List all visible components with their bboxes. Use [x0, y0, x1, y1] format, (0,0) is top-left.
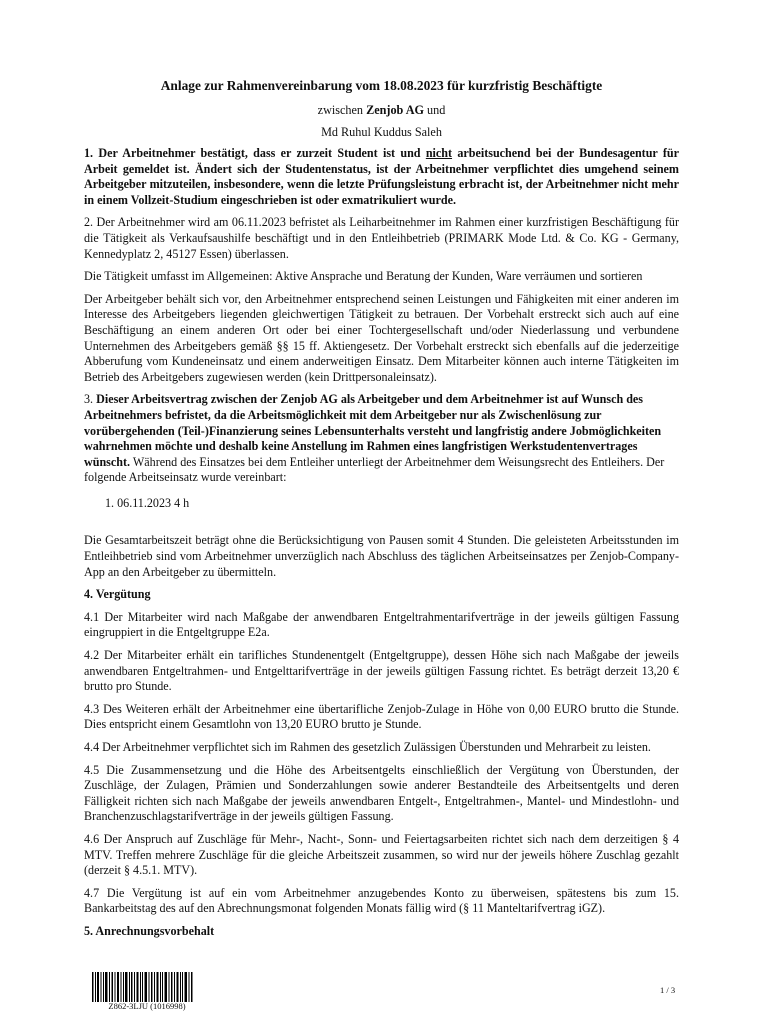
section-4-7: 4.7 Die Vergütung ist auf ein vom Arbeitnehmer anzugebendes Konto zu überweisen, spätestens bis zum 15. Bankarbeitstag des auf den Abrechnungsmonat folgenden Monats fällig wird (§ 11 Manteltarifvertrag iGZ). [84, 885, 679, 916]
section-4-2: 4.2 Der Mitarbeiter erhält ein tarifliches Stundenentgelt (Entgeltgruppe), dessen Höhe sich nach Maßgabe der jeweils anwendbaren Entgeltrahmen- und Entgelttarifverträge in der jeweils gültigen Fassung richtet. Es beträgt derzeit 13,20 € brutto pro Stunde. [84, 648, 679, 694]
section-4-3: 4.3 Des Weiteren erhält der Arbeitnehmer eine übertarifliche Zenjob-Zulage in Höhe von 0,00 EURO brutto die Stunde. Dies entspricht einem Gesamtlohn von 13,20 EURO brutto je Stunde. [84, 701, 679, 732]
section-1-nicht: nicht [425, 146, 453, 160]
section-5-heading: 5. Anrechnungsvorbehalt [84, 923, 215, 938]
section-4-4: 4.4 Der Arbeitnehmer verpflichtet sich im Rahmen des gesetzlich Zulässigen Überstunden und Mehrarbeit zu leisten. [84, 740, 651, 754]
section-3-number: 3. [84, 392, 94, 407]
company-name: Zenjob AG [366, 103, 424, 117]
section-3-rest: Während des Einsatzes bei dem Entleiher unterliegt der Arbeitnehmer dem Weisungsrecht des Entleihers. Der folgende Arbeitseinsatz wurde vereinbart: [84, 454, 665, 485]
document-title: Anlage zur Rahmenvereinbarung vom 18.08.2023 für kurzfristig Beschäftigte [160, 78, 603, 93]
section-4-5: 4.5 Die Zusammensetzung und die Höhe des Arbeitsentgelts einschließlich der Vergütung von Überstunden, der Zuschläge, der Zulagen, Prämien und Sonderzahlungen sowie anderer Bestandteile des Arbeitsentgelts und deren Fälligkeit richten sich nach Maßgabe der jeweils anwendbaren Entgelt-, Entgeltrahmen-, Mantel- und Mindestlohn- und Branchenzuschlagstarifverträge in der jeweils gültigen Fassung. [84, 762, 679, 824]
parties-line [84, 102, 679, 118]
section-2-task: Die Tätigkeit umfasst im Allgemeinen: Aktive Ansprache und Beratung der Kunden, Ware verräumen und sortieren [84, 269, 643, 284]
section-4-6: 4.6 Der Anspruch auf Zuschläge für Mehr-, Nacht-, Sonn- und Feiertagsarbeiten richtet sich nach dem derzeitigen § 4 MTV. Treffen mehrere Zuschläge für die gleiche Arbeitszeit zusammen, so wird nur der jeweils höhere Zuschlag gezahlt (derzeit § 4.5.1. MTV). [84, 831, 679, 878]
total-hours: Die Gesamtarbeitszeit beträgt ohne die Berücksichtigung von Pausen somit 4 Stunden. Die geleisteten Arbeitsstunden im Entleihbetrieb sind vom Arbeitnehmer unverzüglich nach Abschluss des täglichen Arbeitseinsatzes per Zenjob-Company-App an den Arbeitgeber zu übermitteln. [84, 533, 679, 579]
section-1-part-b: arbeitsuchend bei der Bundesagentur für Arbeit gemeldet ist. Ändert sich der Studentenstatus, ist der Arbeitnehmer verpflichtet dies umgehend seinem Arbeitgeber mitzuteilen, insbesondere, wenn die letzte Prüfungsleistung erbracht ist, der Arbeitnehmer nicht mehr in einem Vollzeit-Studium eingeschrieben ist oder exmatrikuliert wurde. [84, 146, 679, 207]
section-3 [84, 392, 679, 486]
parties-suffix: und [427, 103, 446, 117]
parties-prefix: zwischen [317, 103, 364, 117]
barcode-icon [92, 972, 194, 1002]
section-3-bold: Dieser Arbeitsvertrag zwischen der Zenjob AG als Arbeitgeber und dem Arbeitnehmer ist auf Wunsch des Arbeitnehmers befristet, da die Arbeitsmöglichkeit mit dem Arbeitgeber nur als Zwischenlösung zur vorübergehenden (Teil-)Finanzierung seines Lebensunterhalts versteht und langfristig andere Jobmöglichkeiten wahrnehmen möchte und deshalb keine Anstellung im Rahmen eines langfristigen Werkstudentenvertrages wünscht. [84, 392, 662, 469]
section-4-heading: 4. Vergütung [84, 587, 151, 602]
page-number: 1 / 3 [660, 985, 676, 995]
section-1-part-a: 1. Der Arbeitnehmer bestätigt, dass er zurzeit Student ist und [84, 146, 421, 160]
barcode-code: Z862-3LJU (1016998) [108, 1001, 186, 1011]
section-4-1: 4.1 Der Mitarbeiter wird nach Maßgabe der anwendbaren Entgeltrahmentarifverträge in der jeweils gültigen Fassung eingruppiert in die Entgeltgruppe E2a. [84, 609, 679, 640]
employee-name: Md Ruhul Kuddus Saleh [321, 125, 442, 139]
section-1 [84, 146, 679, 208]
section-2-reserve: Der Arbeitgeber behält sich vor, den Arbeitnehmer entsprechend seinen Leistungen und Fähigkeiten mit einer anderen im Interesse des Arbeitgebers liegenden gleichwertigen Tätigkeit zu betrauen. Der Vorbehalt erstreckt sich auch auf eine Beschäftigung an einem anderen Ort oder bei einer Tochtergesellschaft und/oder Niederlassung und verbundene Unternehmen des Arbeitgebers gemäß §§ 15 ff. Aktiengesetz. Der Vorbehalt erstreckt sich ebenfalls auf die jederzeitige Abberufung vom Kundeneinsatz und einem anderweitigen Einsatz. Dem Mitarbeiter können auch interne Tätigkeiten im Betrieb des Arbeitgebers zugewiesen werden (kein Drittpersonaleinsatz). [84, 291, 679, 384]
section-2: 2. Der Arbeitnehmer wird am 06.11.2023 befristet als Leiharbeitnehmer im Rahmen einer kurzfristigen Beschäftigung für die Tätigkeit als Verkaufsaushilfe beschäftigt und in den Entleihbetrieb (PRIMARK Mode Ltd. & Co. KG - Germany, Kennedyplatz 2, 45127 Essen) überlassen. [84, 215, 679, 261]
assignment-list-item: 1. 06.11.2023 4 h [105, 495, 190, 510]
document-body [84, 78, 679, 947]
